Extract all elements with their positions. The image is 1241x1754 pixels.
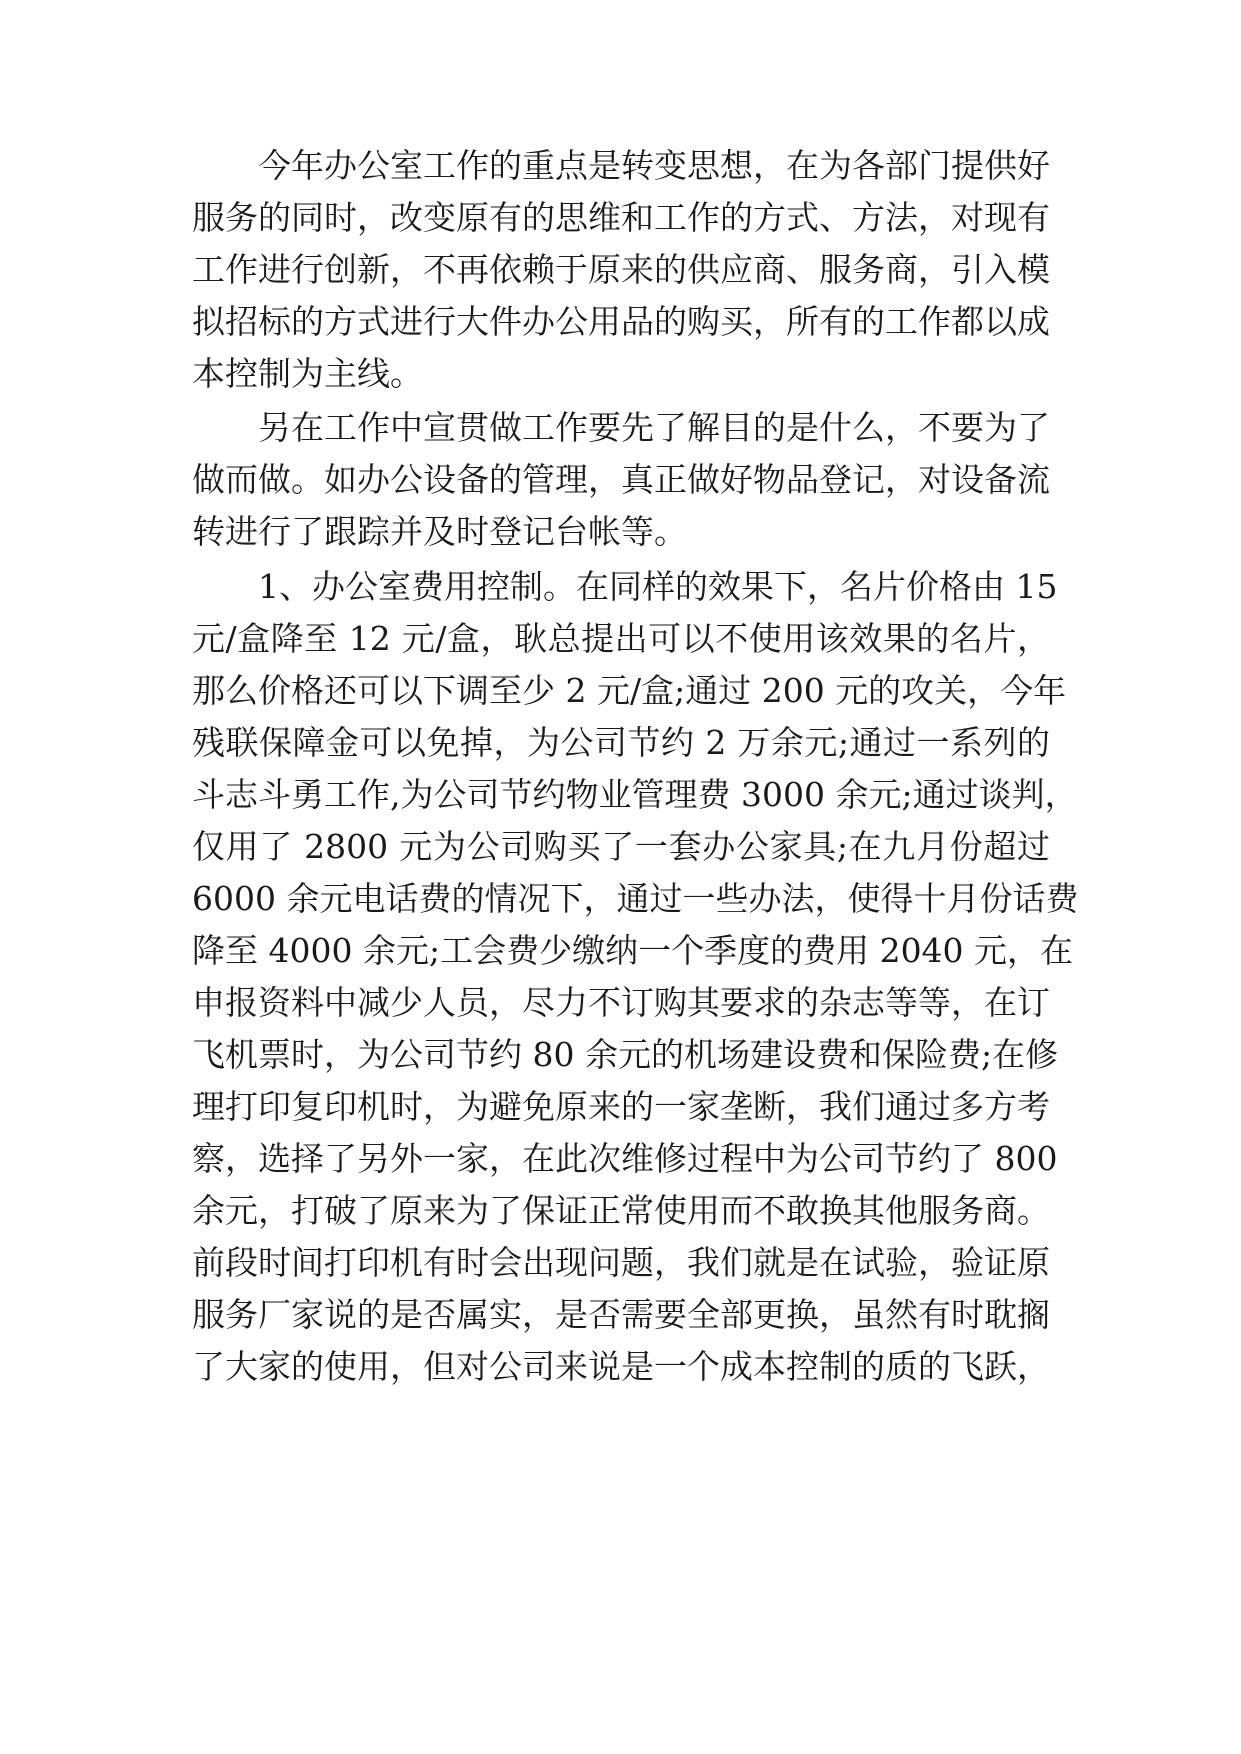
text-line: 6000 余元电话费的情况下，通过一些办法，使得十月份话费 [192, 879, 1079, 918]
text-line: 那么价格还可以下调至少 2 元/盒;通过 200 元的攻关，今年 [192, 671, 1067, 710]
text-line: 1、办公室费用控制。在同样的效果下，名片价格由 15 [258, 567, 1058, 606]
text-line: 了大家的使用，但对公司来说是一个成本控制的质的飞跃， [192, 1347, 1050, 1386]
text-line: 飞机票时，为公司节约 80 余元的机场建设费和保险费;在修 [192, 1035, 1059, 1074]
text-line: 拟招标的方式进行大件办公用品的购买，所有的工作都以成 [192, 302, 1050, 341]
text-line: 残联保障金可以免掉，为公司节约 2 万余元;通过一系列的 [192, 723, 1050, 762]
text-line: 本控制为主线。 [192, 354, 423, 393]
text-line: 服务厂家说的是否属实，是否需要全部更换，虽然有时耽搁 [192, 1295, 1050, 1334]
text-line: 工作进行创新，不再依赖于原来的供应商、服务商，引入模 [192, 250, 1050, 289]
text-line: 斗志斗勇工作,为公司节约物业管理费 3000 余元;通过谈判， [192, 775, 1078, 814]
text-line: 前段时间打印机有时会出现问题，我们就是在试验，验证原 [192, 1243, 1050, 1282]
text-line: 做而做。如办公设备的管理，真正做好物品登记，对设备流 [192, 460, 1050, 499]
text-line: 转进行了跟踪并及时登记台帐等。 [192, 512, 687, 551]
text-line: 余元，打破了原来为了保证正常使用而不敢换其他服务商。 [192, 1191, 1050, 1230]
text-line: 降至 4000 余元;工会费少缴纳一个季度的费用 2040 元，在 [192, 931, 1074, 970]
text-line: 另在工作中宣贯做工作要先了解目的是什么，不要为了 [258, 408, 1050, 447]
text-line: 今年办公室工作的重点是转变思想，在为各部门提供好 [258, 146, 1050, 185]
text-line: 元/盒降至 12 元/盒，耿总提出可以不使用该效果的名片， [192, 619, 1050, 658]
text-line: 察，选择了另外一家，在此次维修过程中为公司节约了 800 [192, 1139, 1058, 1178]
text-line: 申报资料中减少人员，尽力不订购其要求的杂志等等，在订 [192, 983, 1050, 1022]
text-line: 服务的同时，改变原有的思维和工作的方式、方法，对现有 [192, 198, 1050, 237]
text-line: 理打印复印机时，为避免原来的一家垄断，我们通过多方考 [192, 1087, 1050, 1126]
text-line: 仅用了 2800 元为公司购买了一套办公家具;在九月份超过 [192, 827, 1050, 866]
